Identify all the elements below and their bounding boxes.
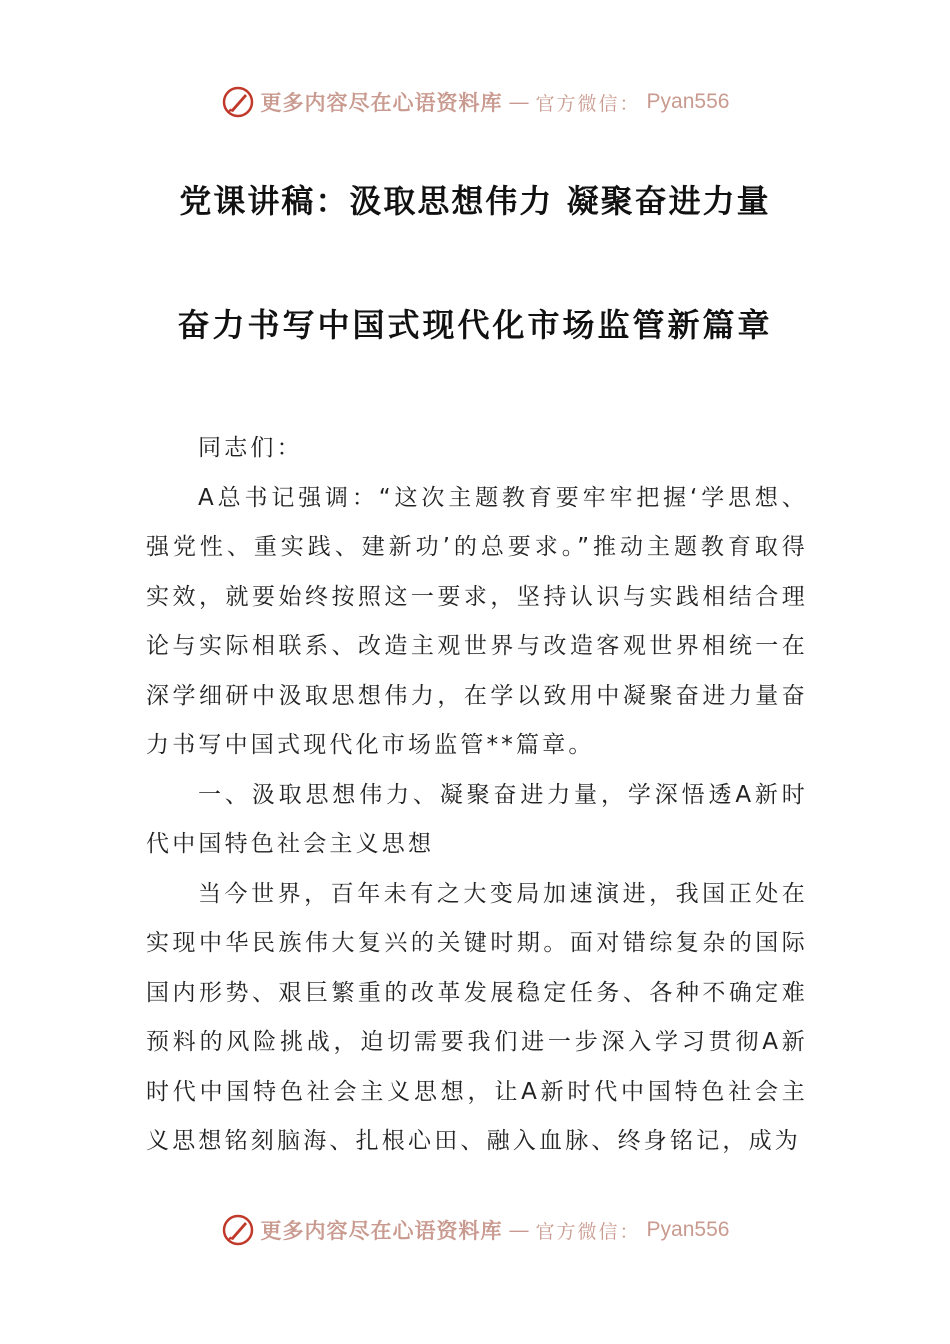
- quill-logo-icon: [221, 1213, 255, 1247]
- watermark-wechat-id: Pyan556: [646, 90, 730, 113]
- document-body: [146, 424, 808, 1167]
- watermark-wechat-id: Pyan556: [646, 1218, 730, 1241]
- body-paragraph: A总书记强调：“这次主题教育要牢牢把握‘学思想、强党性、重实践、建新功’的总要求。”推动主题教育取得实效，就要始终按照这一要求，坚持认识与实践相结合理论与实际相联系、改造主观世界与改造客观世界相统一在深学细研中汲取思想伟力，在学以致用中凝聚奋进力量奋力书写中国式现代化市场监管**篇章。: [146, 484, 808, 758]
- footer-watermark: [0, 1210, 950, 1250]
- watermark-wechat-label: 官方微信：: [535, 92, 641, 115]
- watermark-dash: —: [508, 90, 530, 114]
- document-subtitle: 奋力书写中国式现代化市场监管新篇章: [177, 306, 773, 344]
- document-title: 党课讲稿：汲取思想伟力 凝聚奋进力量: [179, 182, 771, 220]
- header-watermark: [0, 82, 950, 122]
- salutation: 同志们：: [198, 435, 303, 461]
- watermark-brand: 更多内容尽在心语资料库: [260, 1218, 503, 1243]
- watermark-dash: —: [508, 1218, 530, 1242]
- watermark-wechat-label: 官方微信：: [535, 1220, 641, 1243]
- section-heading: 一、汲取思想伟力、凝聚奋进力量，学深悟透A新时代中国特色社会主义思想: [146, 781, 808, 857]
- watermark-brand: 更多内容尽在心语资料库: [260, 90, 503, 115]
- body-paragraph: 当今世界，百年未有之大变局加速演进，我国正处在实现中华民族伟大复兴的关键时期。面对错综复杂的国际国内形势、艰巨繁重的改革发展稳定任务、各种不确定难预料的风险挑战，迫切需要我们进一步深入学习贯彻A新时代中国特色社会主义思想，让A新时代中国特色社会主义思想铭刻脑海、扎根心田、融入血脉、终身铭记，成为: [146, 880, 808, 1154]
- quill-logo-icon: [221, 85, 255, 119]
